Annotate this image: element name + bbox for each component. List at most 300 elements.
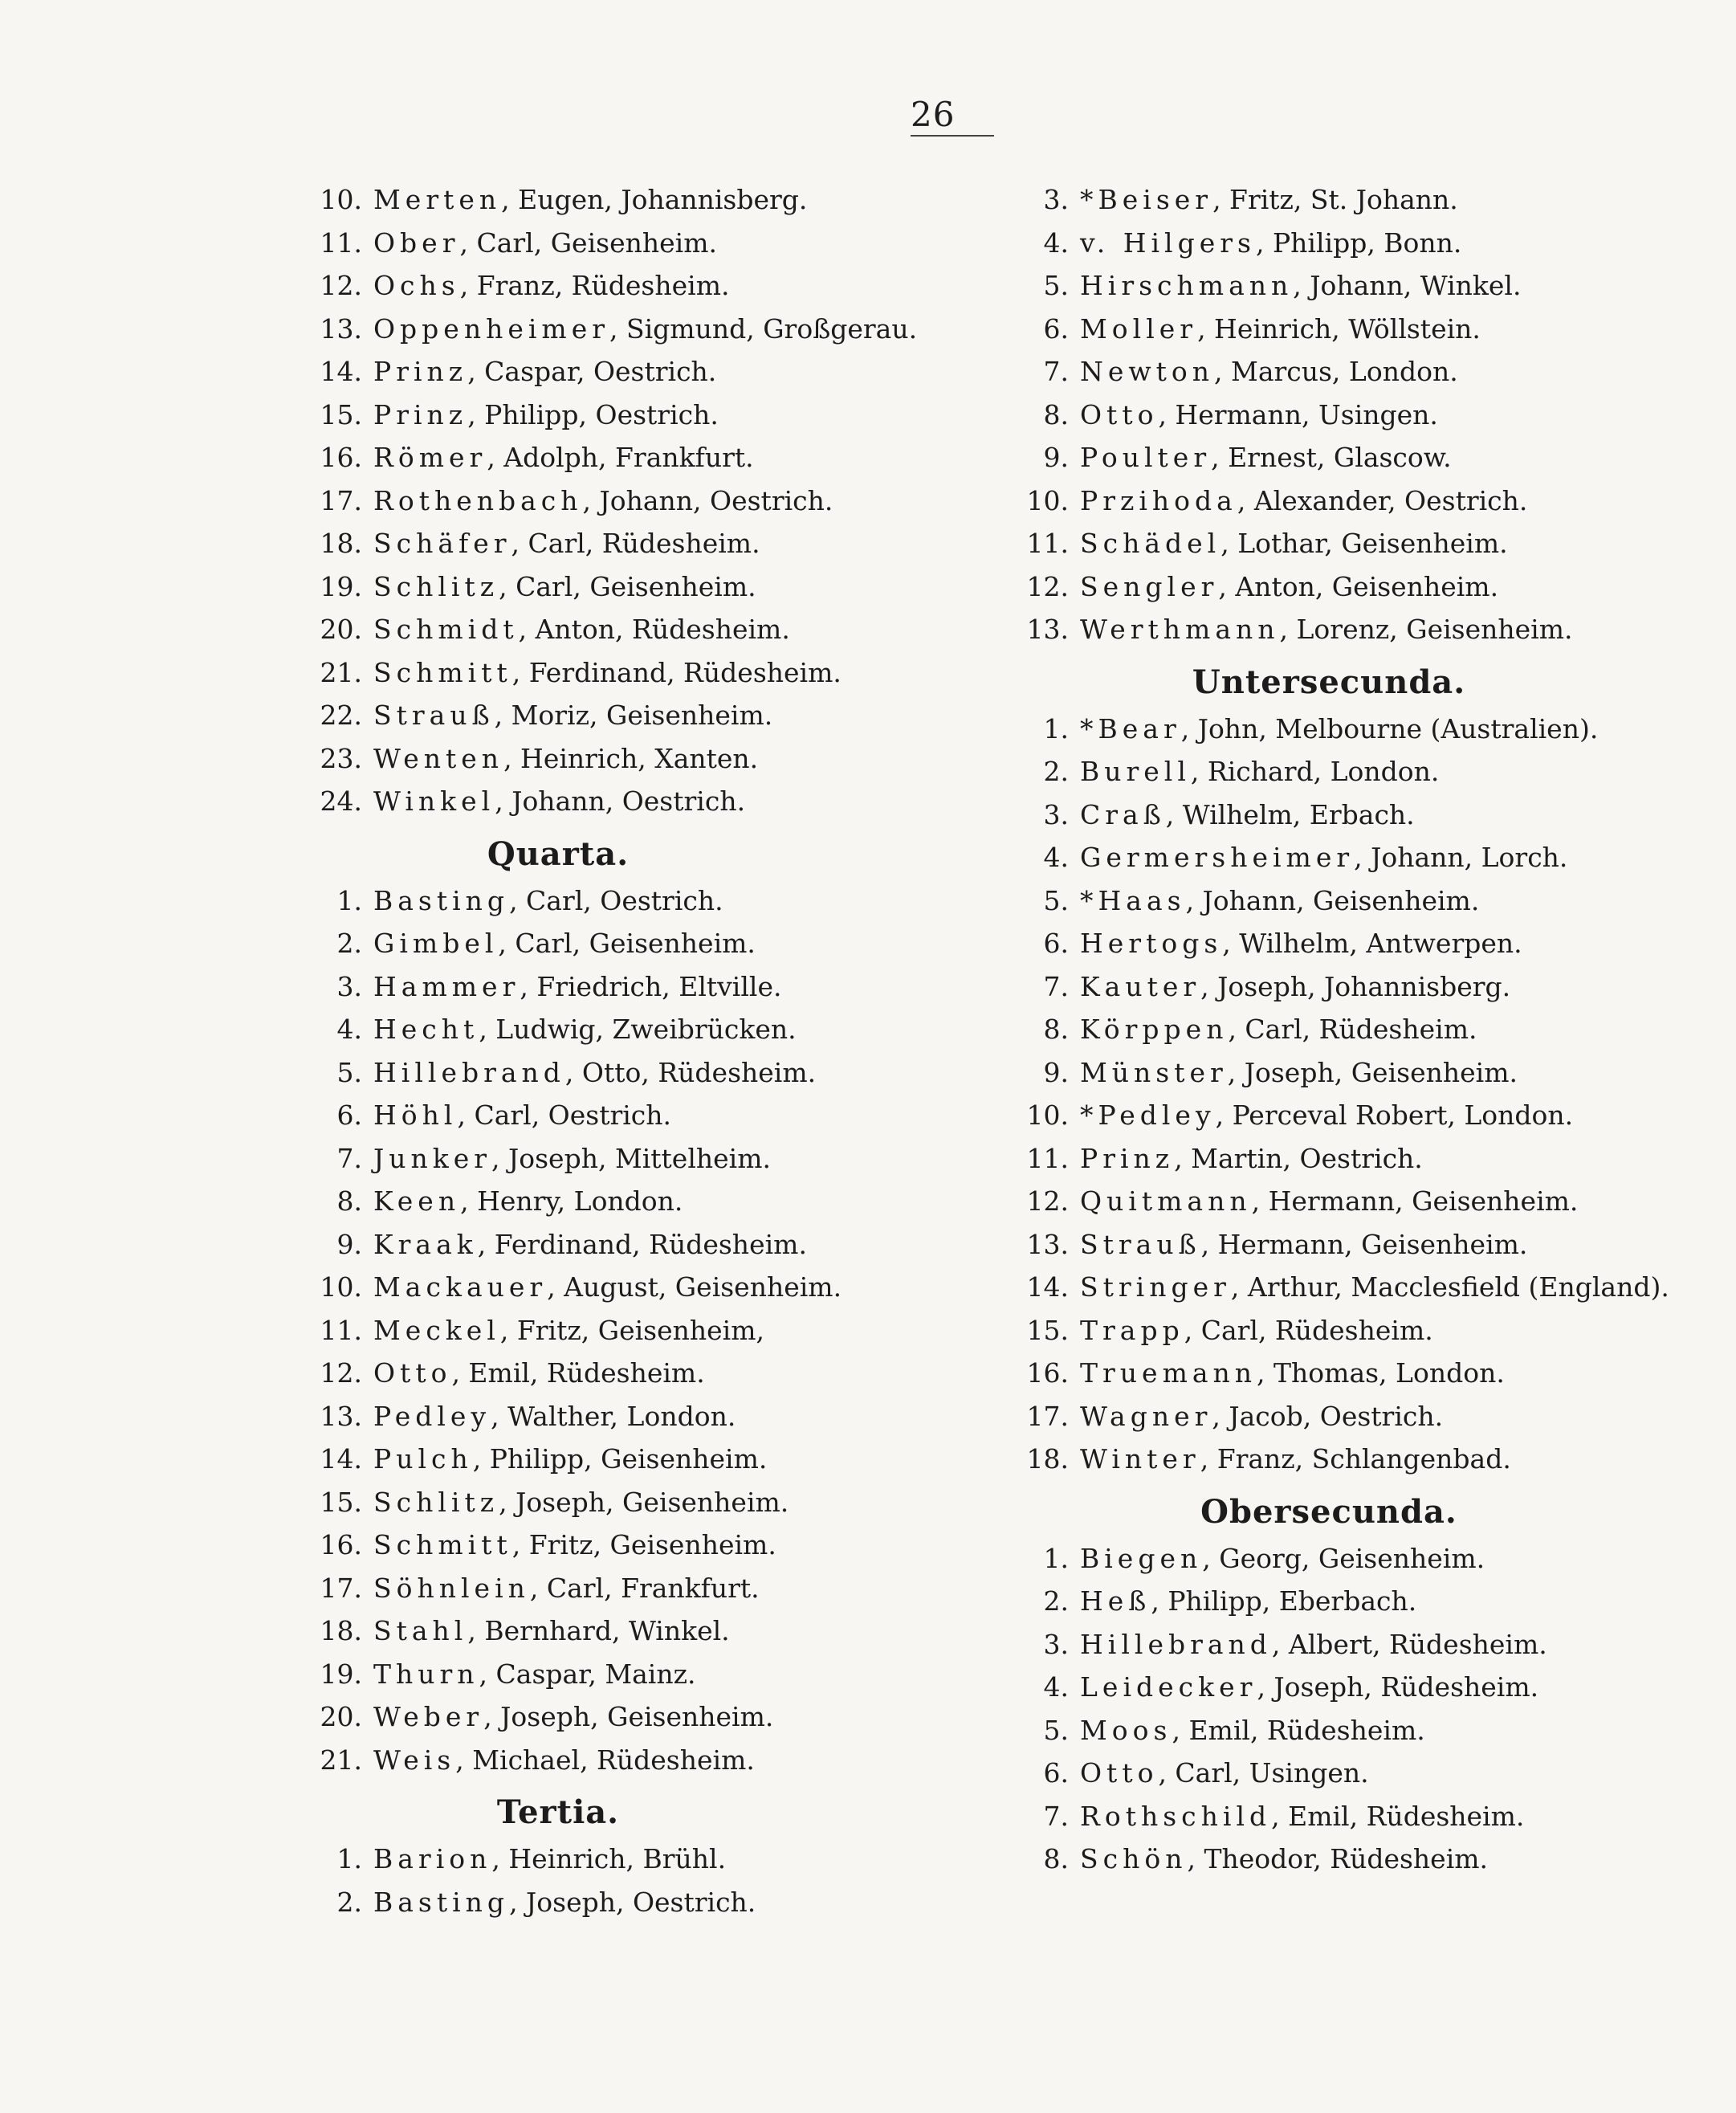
student-details: , Philipp, Geisenheim. bbox=[472, 1443, 768, 1475]
entry-number: 7. bbox=[1043, 1800, 1069, 1832]
student-details: , Fritz, St. Johann. bbox=[1212, 184, 1458, 215]
quarta-list bbox=[285, 879, 943, 1782]
student-details: , Theodor, Rüdesheim. bbox=[1187, 1843, 1489, 1874]
entry-number: 4. bbox=[336, 1014, 362, 1045]
student-surname: Hecht bbox=[373, 1014, 479, 1045]
student-surname: Hirschmann bbox=[1080, 270, 1294, 301]
student-entry bbox=[285, 308, 943, 351]
student-details: , Philipp, Eberbach. bbox=[1151, 1585, 1417, 1617]
entry-number: 12. bbox=[320, 270, 362, 301]
student-entry bbox=[285, 1438, 943, 1481]
student-details: , Richard, London. bbox=[1190, 756, 1440, 787]
student-surname: Söhnlein bbox=[373, 1572, 530, 1604]
entry-number: 8. bbox=[336, 1185, 362, 1217]
entry-number: 21. bbox=[320, 1744, 362, 1776]
entry-number: 16. bbox=[320, 442, 362, 473]
student-entry bbox=[992, 1666, 1698, 1709]
student-entry bbox=[285, 780, 943, 823]
student-details: , Georg, Geisenheim. bbox=[1202, 1542, 1485, 1574]
student-entry bbox=[992, 1137, 1698, 1181]
student-entry bbox=[285, 1309, 943, 1352]
student-entry bbox=[285, 879, 943, 923]
entry-number: 2. bbox=[1043, 1585, 1069, 1617]
student-surname: Münster bbox=[1080, 1056, 1228, 1088]
student-entry bbox=[992, 1838, 1698, 1881]
entry-number: 18. bbox=[1026, 1443, 1069, 1475]
student-entry bbox=[992, 222, 1698, 265]
student-surname: *Pedley bbox=[1080, 1099, 1216, 1131]
entry-number: 1. bbox=[336, 1843, 362, 1874]
section-heading-obersecunda: Obersecunda. bbox=[1200, 1492, 1457, 1531]
student-entry bbox=[992, 1266, 1698, 1309]
student-details: , Wilhelm, Erbach. bbox=[1165, 798, 1415, 830]
student-surname: Römer bbox=[373, 442, 487, 473]
student-surname: Ochs bbox=[373, 270, 460, 301]
student-entry bbox=[285, 350, 943, 394]
student-entry bbox=[285, 479, 943, 523]
entry-number: 16. bbox=[1026, 1357, 1069, 1389]
student-surname: Otto bbox=[373, 1357, 452, 1389]
student-entry bbox=[285, 1481, 943, 1524]
student-entry bbox=[285, 651, 943, 695]
student-details: , Henry, London. bbox=[460, 1185, 683, 1217]
student-details: , Carl, Geisenheim. bbox=[499, 570, 756, 602]
student-surname: Moller bbox=[1080, 312, 1198, 345]
entry-number: 1. bbox=[336, 884, 362, 916]
student-surname: Mackauer bbox=[373, 1271, 548, 1303]
entry-number: 4. bbox=[1043, 1671, 1069, 1703]
student-surname: Hertogs bbox=[1080, 928, 1223, 959]
student-surname: Meckel bbox=[373, 1314, 500, 1346]
entry-number: 14. bbox=[320, 1443, 362, 1475]
student-details: , Johann, Geisenheim. bbox=[1185, 884, 1480, 916]
entry-number: 16. bbox=[320, 1529, 362, 1560]
student-entry bbox=[285, 1395, 943, 1438]
student-surname: Rothenbach bbox=[373, 484, 583, 516]
entry-number: 14. bbox=[1026, 1271, 1069, 1303]
student-surname: Sengler bbox=[1080, 570, 1219, 602]
entry-number: 9. bbox=[1043, 442, 1069, 473]
student-surname: Wagner bbox=[1080, 1400, 1212, 1432]
student-surname: Hillebrand bbox=[373, 1056, 565, 1088]
student-entry bbox=[992, 1580, 1698, 1623]
student-entry bbox=[285, 565, 943, 609]
entry-number: 23. bbox=[320, 742, 362, 774]
student-entry bbox=[285, 1838, 943, 1881]
student-surname: Biegen bbox=[1080, 1542, 1203, 1574]
student-details: , Caspar, Mainz. bbox=[479, 1658, 696, 1690]
student-entry bbox=[285, 264, 943, 308]
entry-number: 17. bbox=[320, 1572, 362, 1604]
student-details: , Arthur, Macclesfield (England). bbox=[1230, 1271, 1669, 1303]
student-entry bbox=[992, 836, 1698, 879]
student-surname: Junker bbox=[373, 1142, 492, 1174]
student-details: , Ernest, Glascow. bbox=[1211, 442, 1452, 473]
student-details: , Sigmund, Großgerau. bbox=[609, 312, 918, 345]
student-details: , Franz, Rüdesheim. bbox=[459, 270, 730, 301]
student-surname: Merten bbox=[373, 184, 502, 215]
student-entry bbox=[285, 1008, 943, 1051]
student-surname: Höhl bbox=[373, 1099, 458, 1131]
student-details: , Johann, Oestrich. bbox=[582, 484, 833, 516]
student-details: , Moriz, Geisenheim. bbox=[494, 700, 773, 731]
student-details: , Caspar, Oestrich. bbox=[467, 356, 717, 387]
student-details: , Bernhard, Winkel. bbox=[467, 1615, 730, 1646]
student-surname: v. Hilgers bbox=[1080, 226, 1256, 259]
student-surname: Otto bbox=[1080, 1757, 1159, 1789]
student-entry bbox=[285, 1524, 943, 1567]
student-details: , Johann, Lorch. bbox=[1354, 842, 1568, 873]
right-column bbox=[992, 178, 1698, 1881]
student-entry bbox=[992, 750, 1698, 793]
student-details: , Friedrich, Eltville. bbox=[520, 970, 782, 1002]
student-surname: Wenten bbox=[373, 742, 504, 774]
student-surname: Schädel bbox=[1080, 528, 1221, 559]
entry-number: 9. bbox=[336, 1228, 362, 1260]
student-surname: Basting bbox=[373, 1886, 510, 1918]
student-details: , Ludwig, Zweibrücken. bbox=[479, 1014, 797, 1045]
student-surname: Oppenheimer bbox=[373, 312, 610, 345]
student-details: , Philipp, Bonn. bbox=[1255, 226, 1462, 259]
student-entry bbox=[992, 1709, 1698, 1752]
student-entry bbox=[992, 1223, 1698, 1267]
student-entry bbox=[992, 479, 1698, 523]
entry-number: 1. bbox=[1043, 1542, 1069, 1574]
entry-number: 11. bbox=[320, 1314, 362, 1346]
student-details: , Thomas, London. bbox=[1257, 1357, 1505, 1389]
student-details: , Joseph, Rüdesheim. bbox=[1257, 1671, 1539, 1703]
entry-number: 17. bbox=[1026, 1400, 1069, 1432]
student-entry bbox=[285, 222, 943, 265]
student-surname: Pulch bbox=[373, 1443, 473, 1475]
student-details: , Perceval Robert, London. bbox=[1215, 1099, 1574, 1131]
student-entry bbox=[285, 436, 943, 479]
entry-number: 13. bbox=[320, 312, 362, 345]
student-details: , Lothar, Geisenheim. bbox=[1220, 528, 1508, 559]
student-details: , Eugen, Johannisberg. bbox=[501, 184, 808, 215]
student-entry bbox=[992, 965, 1698, 1009]
entry-number: 2. bbox=[336, 928, 362, 959]
student-entry bbox=[285, 178, 943, 222]
student-entry bbox=[992, 1094, 1698, 1137]
student-details: , August, Geisenheim. bbox=[547, 1271, 842, 1303]
student-surname: Weber bbox=[373, 1701, 484, 1732]
student-details: , Carl, Oestrich. bbox=[457, 1099, 672, 1131]
student-details: , Anton, Rüdesheim. bbox=[518, 614, 790, 645]
student-surname: Hammer bbox=[373, 970, 520, 1002]
student-details: , Philipp, Oestrich. bbox=[467, 398, 719, 430]
student-entry bbox=[992, 708, 1698, 751]
student-surname: Prinz bbox=[1080, 1142, 1175, 1174]
student-details: , Wilhelm, Antwerpen. bbox=[1222, 928, 1522, 959]
entry-number: 18. bbox=[320, 528, 362, 559]
entry-number: 21. bbox=[320, 656, 362, 688]
entry-number: 14. bbox=[320, 356, 362, 387]
student-surname: Truemann bbox=[1080, 1357, 1257, 1389]
student-entry bbox=[992, 178, 1698, 222]
student-details: , Joseph, Oestrich. bbox=[509, 1886, 756, 1918]
student-entry bbox=[992, 1537, 1698, 1581]
student-surname: Thurn bbox=[373, 1658, 479, 1690]
student-details: , Martin, Oestrich. bbox=[1174, 1142, 1423, 1174]
student-entry bbox=[992, 1438, 1698, 1481]
student-details: , Otto, Rüdesheim. bbox=[564, 1056, 817, 1088]
entry-number: 20. bbox=[320, 614, 362, 645]
student-entry bbox=[285, 1094, 943, 1137]
student-surname: Prinz bbox=[373, 356, 468, 387]
entry-number: 6. bbox=[1043, 928, 1069, 959]
entry-number: 2. bbox=[336, 1886, 362, 1918]
student-details: , Carl, Rüdesheim. bbox=[511, 528, 760, 559]
student-entry bbox=[285, 522, 943, 565]
entry-number: 5. bbox=[1043, 1714, 1069, 1746]
entry-number: 19. bbox=[320, 570, 362, 602]
entry-number: 4. bbox=[1043, 226, 1069, 259]
student-surname: Stringer bbox=[1080, 1271, 1231, 1303]
student-entry bbox=[992, 350, 1698, 394]
student-entry bbox=[285, 1567, 943, 1610]
student-surname: Craß bbox=[1080, 798, 1166, 830]
student-details: , Emil, Rüdesheim. bbox=[1172, 1714, 1425, 1746]
section-heading-quarta: Quarta. bbox=[487, 834, 630, 873]
student-entry bbox=[285, 608, 943, 651]
student-details: , Joseph, Geisenheim. bbox=[1227, 1056, 1518, 1088]
student-surname: *Beiser bbox=[1080, 184, 1213, 215]
entry-number: 13. bbox=[1026, 1228, 1069, 1260]
section-heading-tertia: Tertia. bbox=[496, 1793, 620, 1831]
student-entry bbox=[285, 922, 943, 965]
student-surname: Heß bbox=[1080, 1585, 1151, 1617]
student-surname: *Bear bbox=[1080, 712, 1181, 744]
entry-number: 22. bbox=[320, 700, 362, 731]
student-surname: Werthmann bbox=[1080, 614, 1280, 645]
student-details: , Michael, Rüdesheim. bbox=[455, 1744, 755, 1776]
entry-number: 8. bbox=[1043, 1014, 1069, 1045]
entry-number: 6. bbox=[1043, 1757, 1069, 1789]
student-entry bbox=[285, 394, 943, 437]
student-entry bbox=[285, 1352, 943, 1395]
entry-number: 11. bbox=[320, 226, 362, 259]
student-entry bbox=[992, 308, 1698, 351]
entry-number: 12. bbox=[320, 1357, 362, 1389]
student-entry bbox=[992, 922, 1698, 965]
student-surname: Keen bbox=[373, 1185, 461, 1217]
student-surname: Otto bbox=[1080, 398, 1159, 430]
entry-number: 7. bbox=[1043, 356, 1069, 387]
student-surname: Schmitt bbox=[373, 1529, 512, 1560]
entry-number: 17. bbox=[320, 484, 362, 516]
student-surname: Schön bbox=[1080, 1843, 1188, 1874]
student-surname: Rothschild bbox=[1080, 1800, 1272, 1832]
student-surname: Schäfer bbox=[373, 528, 511, 559]
entry-number: 15. bbox=[320, 1486, 362, 1518]
entry-number: 6. bbox=[1043, 312, 1069, 345]
entry-number: 10. bbox=[320, 1271, 362, 1303]
section-heading-untersecunda: Untersecunda. bbox=[1192, 663, 1466, 701]
entry-number: 1. bbox=[1043, 712, 1069, 744]
student-surname: Leidecker bbox=[1080, 1671, 1257, 1703]
student-entry bbox=[992, 1395, 1698, 1438]
student-details: , Joseph, Geisenheim. bbox=[499, 1486, 789, 1518]
student-surname: Winter bbox=[1080, 1443, 1200, 1475]
student-details: , Carl, Usingen. bbox=[1158, 1757, 1369, 1789]
student-details: , Carl, Geisenheim. bbox=[498, 928, 756, 959]
entry-number: 12. bbox=[1026, 1185, 1069, 1217]
student-details: , Hermann, Usingen. bbox=[1158, 398, 1438, 430]
entry-number: 15. bbox=[320, 398, 362, 430]
student-entry bbox=[992, 1051, 1698, 1095]
student-surname: Kraak bbox=[373, 1228, 478, 1260]
entry-number: 11. bbox=[1026, 1142, 1069, 1174]
entry-number: 13. bbox=[1026, 614, 1069, 645]
student-entry bbox=[285, 1051, 943, 1095]
student-details: , Lorenz, Geisenheim. bbox=[1279, 614, 1573, 645]
student-entry bbox=[992, 1352, 1698, 1395]
entry-number: 7. bbox=[336, 1142, 362, 1174]
untersecunda-list bbox=[992, 708, 1698, 1481]
student-surname: Strauß bbox=[1080, 1228, 1201, 1260]
entry-number: 3. bbox=[1043, 798, 1069, 830]
student-details: , Johann, Winkel. bbox=[1293, 270, 1522, 301]
student-details: , Johann, Oestrich. bbox=[495, 785, 746, 817]
student-entry bbox=[992, 608, 1698, 651]
student-details: , Joseph, Johannisberg. bbox=[1200, 970, 1511, 1002]
page-number: 26 bbox=[911, 95, 956, 134]
student-entry bbox=[992, 1752, 1698, 1795]
student-surname: Gimbel bbox=[373, 928, 499, 959]
obersecunda-list bbox=[992, 1537, 1698, 1881]
student-details: , Heinrich, Brühl. bbox=[491, 1843, 727, 1874]
student-details: , Albert, Rüdesheim. bbox=[1271, 1628, 1547, 1660]
entry-number: 3. bbox=[1043, 1628, 1069, 1660]
student-details: , Anton, Geisenheim. bbox=[1218, 570, 1499, 602]
student-details: , Hermann, Geisenheim. bbox=[1200, 1228, 1528, 1260]
student-entry bbox=[285, 1653, 943, 1696]
student-surname: Barion bbox=[373, 1843, 492, 1874]
student-surname: Körppen bbox=[1080, 1014, 1229, 1045]
student-surname: Ober bbox=[373, 226, 460, 259]
student-entry bbox=[992, 394, 1698, 437]
student-details: , Emil, Rüdesheim. bbox=[451, 1357, 705, 1389]
student-entry bbox=[285, 1180, 943, 1223]
page-number-rule bbox=[911, 135, 994, 137]
student-entry bbox=[992, 522, 1698, 565]
student-details: , Carl, Frankfurt. bbox=[529, 1572, 760, 1604]
entry-number: 8. bbox=[1043, 398, 1069, 430]
entry-number: 15. bbox=[1026, 1314, 1069, 1346]
student-entry bbox=[992, 1008, 1698, 1051]
entry-number: 10. bbox=[1026, 484, 1069, 516]
entry-number: 9. bbox=[1043, 1056, 1069, 1088]
student-details: , Joseph, Mittelheim. bbox=[491, 1142, 772, 1174]
student-surname: Poulter bbox=[1080, 442, 1212, 473]
student-entry bbox=[285, 1739, 943, 1782]
student-details: , Emil, Rüdesheim. bbox=[1271, 1800, 1525, 1832]
entry-number: 6. bbox=[336, 1099, 362, 1131]
student-surname: Stahl bbox=[373, 1615, 468, 1646]
student-entry bbox=[992, 1180, 1698, 1223]
student-surname: Basting bbox=[373, 884, 510, 916]
student-entry bbox=[285, 1695, 943, 1739]
student-surname: *Haas bbox=[1080, 884, 1186, 916]
entry-number: 3. bbox=[1043, 184, 1069, 215]
entry-number: 8. bbox=[1043, 1843, 1069, 1874]
student-details: , Alexander, Oestrich. bbox=[1237, 484, 1528, 516]
continued-class-list bbox=[285, 178, 943, 823]
student-entry bbox=[285, 1137, 943, 1181]
student-entry bbox=[992, 264, 1698, 308]
student-surname: Schmitt bbox=[373, 656, 512, 688]
student-surname: Schlitz bbox=[373, 1486, 499, 1518]
entry-number: 18. bbox=[320, 1615, 362, 1646]
student-surname: Prinz bbox=[373, 398, 468, 430]
student-surname: Kauter bbox=[1080, 970, 1201, 1002]
student-entry bbox=[992, 793, 1698, 837]
student-details: , Walther, London. bbox=[491, 1400, 736, 1432]
entry-number: 20. bbox=[320, 1701, 362, 1732]
entry-number: 4. bbox=[1043, 842, 1069, 873]
student-surname: Burell bbox=[1080, 756, 1191, 787]
entry-number: 10. bbox=[1026, 1099, 1069, 1131]
student-entry bbox=[992, 879, 1698, 923]
student-entry bbox=[285, 1266, 943, 1309]
student-surname: Newton bbox=[1080, 356, 1215, 387]
student-surname: Trapp bbox=[1080, 1314, 1184, 1346]
student-entry bbox=[285, 1881, 943, 1924]
student-entry bbox=[285, 737, 943, 781]
entry-number: 19. bbox=[320, 1658, 362, 1690]
entry-number: 12. bbox=[1026, 570, 1069, 602]
student-entry bbox=[285, 1223, 943, 1267]
entry-number: 5. bbox=[336, 1056, 362, 1088]
student-details: , Joseph, Geisenheim. bbox=[483, 1701, 774, 1732]
student-surname: Hillebrand bbox=[1080, 1628, 1272, 1660]
student-surname: Przihoda bbox=[1080, 484, 1237, 516]
student-surname: Weis bbox=[373, 1744, 456, 1776]
student-details: , Carl, Rüdesheim. bbox=[1228, 1014, 1477, 1045]
entry-number: 7. bbox=[1043, 970, 1069, 1002]
entry-number: 11. bbox=[1026, 528, 1069, 559]
student-details: , Carl, Oestrich. bbox=[509, 884, 723, 916]
entry-number: 5. bbox=[1043, 270, 1069, 301]
student-details: , Carl, Geisenheim. bbox=[459, 226, 717, 259]
student-entry bbox=[992, 565, 1698, 609]
student-details: , Franz, Schlangenbad. bbox=[1200, 1443, 1511, 1475]
student-entry bbox=[992, 436, 1698, 479]
student-surname: Quitmann bbox=[1080, 1185, 1252, 1217]
entry-number: 5. bbox=[1043, 884, 1069, 916]
student-surname: Schlitz bbox=[373, 570, 499, 602]
student-details: , Heinrich, Xanten. bbox=[503, 742, 759, 774]
student-entry bbox=[992, 1309, 1698, 1352]
student-details: , John, Melbourne (Australien). bbox=[1180, 712, 1599, 744]
tertia-continued-list bbox=[992, 178, 1698, 651]
student-surname: Strauß bbox=[373, 700, 495, 731]
student-details: , Ferdinand, Rüdesheim. bbox=[477, 1228, 807, 1260]
left-column bbox=[285, 178, 943, 1923]
student-entry bbox=[992, 1623, 1698, 1666]
entry-number: 2. bbox=[1043, 756, 1069, 787]
student-details: , Heinrich, Wöllstein. bbox=[1197, 312, 1481, 345]
student-surname: Pedley bbox=[373, 1400, 491, 1432]
student-details: , Jacob, Oestrich. bbox=[1212, 1400, 1444, 1432]
student-details: , Fritz, Geisenheim. bbox=[511, 1529, 776, 1560]
student-entry bbox=[285, 1609, 943, 1653]
student-surname: Moos bbox=[1080, 1714, 1172, 1746]
student-surname: Schmidt bbox=[373, 614, 519, 645]
student-details: , Marcus, London. bbox=[1214, 356, 1458, 387]
entry-number: 13. bbox=[320, 1400, 362, 1432]
